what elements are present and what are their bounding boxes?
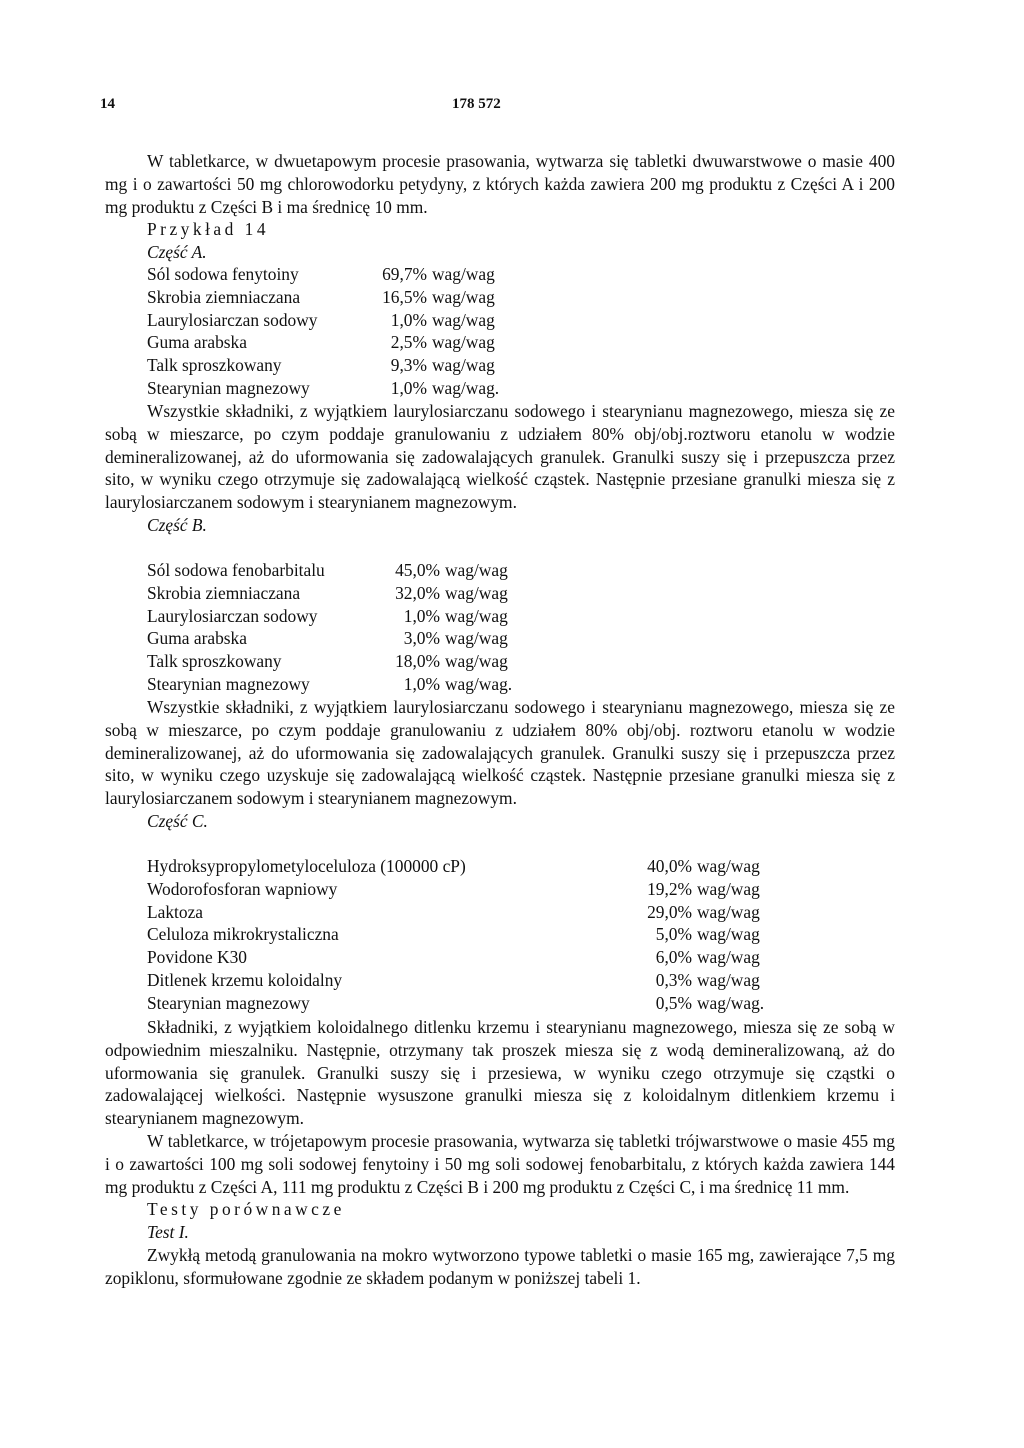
final-paragraph: W tabletkarce, w trójetapowym procesie prasowania, wytwarza się tabletki trójwarstwowe o masie 455 mg i o zawartości 100 mg soli sodowej fenytoiny i 50 mg soli sodowej fenobarbitalu, z których każda zawiera 144 mg produktu z Części A, 111 mg produktu z Części B i 200 mg produktu z Części C, i ma średnicę 11 mm. <box>105 1130 895 1197</box>
test-paragraph: Zwykłą metodą granulowania na mokro wytworzono typowe tabletki o masie 165 mg, zawierające 7,5 mg zopiklonu, sformułowane zgodnie ze składem podanym w poniższej tabeli 1. <box>105 1244 895 1288</box>
ingredient-unit: wag/wag <box>445 605 508 626</box>
ingredient-value: 18,0% <box>395 651 440 672</box>
ingredient-value: 0,5% <box>655 992 692 1013</box>
ingredient-value: 1,0% <box>390 377 427 398</box>
ingredient-name: Povidone K30 <box>147 947 247 968</box>
ingredient-name: Laktoza <box>147 901 204 922</box>
table-row <box>147 878 895 901</box>
ingredient-value: 45,0% <box>395 560 440 580</box>
ingredient-name: Stearynian magnezowy <box>147 992 310 1013</box>
part-a-section <box>105 263 895 400</box>
ingredient-value: 16,5% <box>382 286 427 307</box>
ingredient-name: Skrobia ziemniaczana <box>147 286 301 307</box>
ingredient-value: 6,0% <box>655 947 692 968</box>
page-number: 14 <box>100 96 115 112</box>
table-row <box>147 923 895 946</box>
ingredient-value: 9,3% <box>390 355 427 376</box>
ingredient-unit: wag/wag. <box>697 992 765 1013</box>
ingredient-unit: wag/wag. <box>432 377 500 398</box>
ingredient-unit: wag/wag <box>432 355 495 376</box>
ingredient-unit: wag/wag <box>445 651 508 672</box>
ingredient-value: 1,0% <box>390 309 427 330</box>
ingredient-name: Guma arabska <box>147 332 247 353</box>
part-b-paragraph: Wszystkie składniki, z wyjątkiem laurylosiarczanu sodowego i stearynianu magnezowego, miesza się ze sobą w mieszarce, po czym poddaje granulowaniu z udziałem 80% obj/obj. roztworu etanolu w wodzie demineralizowanej, aż do uformowania się zadowalających granulek. Granulki suszy się i przepuszcza przez sito, w wyniku czego uzyskuje się zadowalającą wielkość cząstek. Następnie przesiane granulki miesza się z laurylosiarczanem sodowym i stearynianem magnezowym. <box>105 697 895 809</box>
example-title: Przykład 14 <box>147 219 270 240</box>
ingredient-name: Laurylosiarczan sodowy <box>147 309 318 330</box>
intro-section <box>105 150 895 264</box>
intro-paragraph: W tabletkarce, w dwuetapowym procesie prasowania, wytwarza się tabletki dwuwarstwowe o masie 400 mg i o zawartości 50 mg chlorowodorku petydyny, z których każda zawiera 200 mg produktu z Części A i 200 mg produktu z Części B i ma średnicę 10 mm. <box>105 151 895 217</box>
ingredient-name: Celuloza mikrokrystaliczna <box>147 924 339 945</box>
part-b-table <box>147 559 895 696</box>
ingredient-value: 40,0% <box>647 856 692 876</box>
ingredient-unit: wag/wag <box>697 878 760 899</box>
ingredient-name: Sól sodowa fenytoiny <box>147 264 299 284</box>
ingredient-value: 0,3% <box>655 969 692 990</box>
comparative-tests-title: Testy porównawcze <box>147 1199 345 1220</box>
ingredient-unit: wag/wag <box>697 901 760 922</box>
table-row <box>147 582 895 605</box>
ingredient-unit: wag/wag <box>432 264 495 284</box>
ingredient-value: 29,0% <box>647 901 692 922</box>
ingredient-name: Laurylosiarczan sodowy <box>147 605 318 626</box>
ingredient-unit: wag/wag <box>432 332 495 353</box>
part-c-table <box>147 855 895 1015</box>
part-a-paragraph: Wszystkie składniki, z wyjątkiem laurylosiarczanu sodowego i stearynianu magnezowego, miesza się ze sobą w mieszarce, po czym poddaje granulowaniu z udziałem 80% obj/obj.roztworu etanolu w wodzie demineralizowanej, aż do uformowania się zadowalających granulek. Granulki suszy się i przepuszcza przez sito, w wyniku czego otrzymuje się zadowalającą wielkość cząstek. Następnie przesiane granulki miesza się z laurylosiarczanem sodowym i stearynianem magnezowym. <box>105 401 895 513</box>
ingredient-unit: wag/wag <box>432 286 495 307</box>
part-a-table <box>147 263 895 400</box>
ingredient-name: Talk sproszkowany <box>147 355 282 376</box>
ingredient-name: Stearynian magnezowy <box>147 377 310 398</box>
table-row <box>147 650 895 673</box>
ingredient-value: 69,7% <box>382 264 427 284</box>
part-b-section <box>105 559 895 696</box>
ingredient-unit: wag/wag <box>432 309 495 330</box>
ingredient-value: 3,0% <box>403 628 440 649</box>
ingredient-unit: wag/wag <box>445 582 508 603</box>
ingredient-name: Stearynian magnezowy <box>147 673 310 694</box>
ingredient-unit: wag/wag <box>697 924 760 945</box>
part-b-title: Część B. <box>147 514 207 535</box>
ingredient-value: 2,5% <box>390 332 427 353</box>
ingredient-name: Skrobia ziemniaczana <box>147 582 301 603</box>
table-row <box>147 354 895 377</box>
table-row <box>147 946 895 969</box>
ingredient-unit: wag/wag. <box>445 673 513 694</box>
table-row <box>147 627 895 650</box>
part-b-text-section <box>105 696 895 833</box>
table-row <box>147 263 895 286</box>
table-row <box>147 331 895 354</box>
table-row <box>147 969 895 992</box>
table-row <box>147 377 895 400</box>
ingredient-unit: wag/wag <box>697 969 760 990</box>
table-row <box>147 901 895 924</box>
ingredient-value: 32,0% <box>395 582 440 603</box>
ingredient-name: Guma arabska <box>147 628 247 649</box>
part-c-title: Część C. <box>147 810 208 831</box>
part-c-paragraph: Składniki, z wyjątkiem koloidalnego ditlenku krzemu i stearynianu magnezowego, miesza się ze sobą w odpowiednim mieszalniku. Następnie, otrzymany tak proszek miesza się z wodą demineralizowaną, aż do uformowania się granulek. Granulki suszy się i przesiewa, w wyniku czego otrzymuje się cząstki o zadowalającej wielkości. Następnie wysuszone granulki miesza się z koloidalnym ditlenkiem krzemu i stearynianem magnezowym. <box>105 1017 895 1129</box>
table-row <box>147 309 895 332</box>
part-c-section <box>105 855 895 1015</box>
ingredient-name: Wodorofosforan wapniowy <box>147 878 338 899</box>
patent-number: 178 572 <box>452 96 501 112</box>
ingredient-value: 1,0% <box>403 673 440 694</box>
table-row <box>147 673 895 696</box>
ingredient-name: Talk sproszkowany <box>147 651 282 672</box>
part-a-text-section <box>105 400 895 537</box>
test-title: Test I. <box>147 1222 189 1243</box>
ingredient-unit: wag/wag <box>445 628 508 649</box>
ingredient-unit: wag/wag <box>445 560 508 580</box>
ingredient-name: Hydroksypropylometyloceluloza (100000 cP) <box>147 856 466 876</box>
ingredient-name: Ditlenek krzemu koloidalny <box>147 969 343 990</box>
ingredient-value: 5,0% <box>655 924 692 945</box>
table-row <box>147 605 895 628</box>
ingredient-unit: wag/wag <box>697 947 760 968</box>
table-row <box>147 992 895 1015</box>
ingredient-unit: wag/wag <box>697 856 760 876</box>
table-row <box>147 855 895 878</box>
table-row <box>147 559 895 582</box>
table-row <box>147 286 895 309</box>
ingredient-value: 1,0% <box>403 605 440 626</box>
closing-section <box>105 1016 895 1290</box>
part-a-title: Część A. <box>147 242 207 263</box>
ingredient-name: Sól sodowa fenobarbitalu <box>147 560 325 580</box>
ingredient-value: 19,2% <box>647 878 692 899</box>
